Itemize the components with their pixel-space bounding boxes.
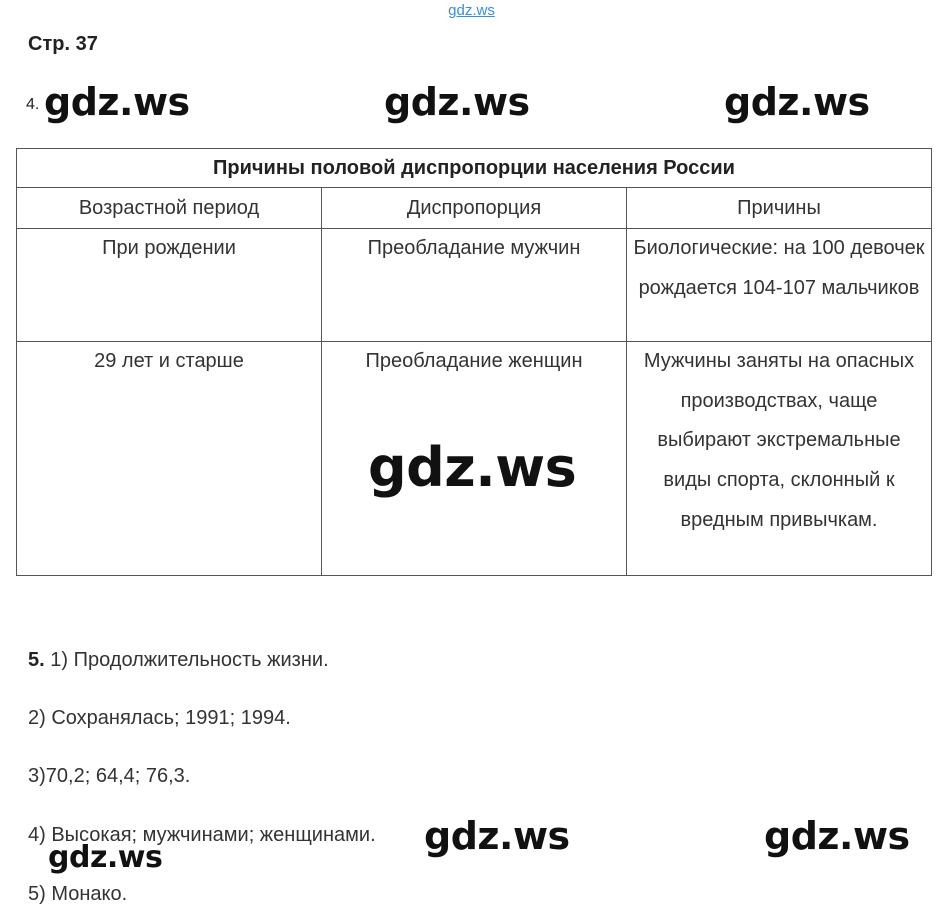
watermark-logo: gdz.ws bbox=[724, 80, 870, 124]
task-5-answer-5: 5) Монако. bbox=[28, 883, 128, 905]
page-label: Стр. 37 bbox=[28, 33, 98, 55]
watermark-logo: gdz.ws bbox=[48, 840, 163, 875]
table-title: Причины половой диспропорции населения России bbox=[17, 149, 932, 188]
cell-disproportion: Преобладание мужчин bbox=[322, 229, 627, 342]
watermark-logo: gdz.ws bbox=[384, 80, 530, 124]
cell-disproportion: Преобладание женщин bbox=[322, 342, 627, 576]
cell-reasons: Биологические: на 100 девочек рождается 104-107 мальчиков bbox=[627, 229, 932, 342]
column-header-period: Возрастной период bbox=[17, 188, 322, 229]
task-5-answer-1 bbox=[28, 649, 329, 672]
watermark-link-top[interactable]: gdz.ws bbox=[448, 2, 495, 19]
column-header-reasons: Причины bbox=[627, 188, 932, 229]
watermark-logo: gdz.ws bbox=[764, 814, 910, 858]
column-header-disproportion: Диспропорция bbox=[322, 188, 627, 229]
task-5-answer-4: 4) Высокая; мужчинами; женщинами. bbox=[28, 824, 376, 846]
task-5-number: 5. bbox=[28, 649, 45, 671]
cell-reasons: Мужчины заняты на опасных производствах, чаще выбирают экстремальные виды спорта, склонный к вредным привычкам. bbox=[627, 342, 932, 576]
watermark-logo: gdz.ws bbox=[44, 80, 190, 124]
watermark-logo: gdz.ws bbox=[368, 436, 577, 499]
table-row bbox=[17, 229, 932, 342]
cell-period: При рождении bbox=[17, 229, 322, 342]
watermark-logo: gdz.ws bbox=[424, 814, 570, 858]
sex-disproportion-table bbox=[16, 148, 932, 576]
task-5-answer-3: 3)70,2; 64,4; 76,3. bbox=[28, 765, 191, 787]
cell-period: 29 лет и старше bbox=[17, 342, 322, 576]
task-5-answer-2: 2) Сохранялась; 1991; 1994. bbox=[28, 707, 291, 729]
answer-text: 1) Продолжительность жизни. bbox=[50, 649, 329, 671]
task-4-number: 4. bbox=[26, 96, 40, 113]
